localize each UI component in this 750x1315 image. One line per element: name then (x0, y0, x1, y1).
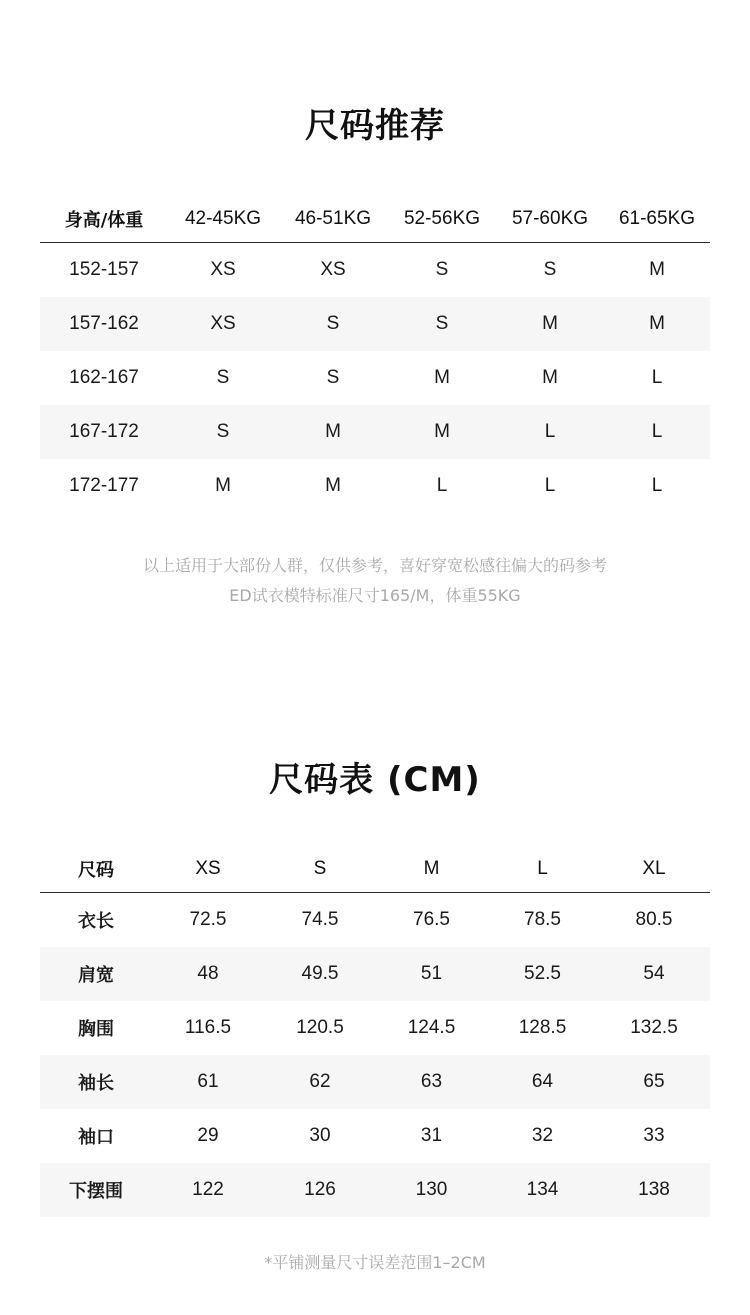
size-chart-title: 尺码表 (CM) (269, 760, 481, 800)
measurement-cell: 80.5 (635, 909, 673, 930)
height-label: 152-157 (69, 259, 139, 280)
size-cell: L (544, 475, 556, 496)
measurement-cell: 52.5 (487, 947, 598, 1001)
measurement-cell: 132.5 (630, 1017, 678, 1038)
column-header: XL (598, 846, 710, 893)
column-header: 52-56KG (388, 196, 496, 243)
measurement-cell: 64 (487, 1055, 598, 1109)
size-cell: XS (210, 259, 236, 280)
size-cell: L (604, 405, 710, 459)
size-cell: S (543, 259, 557, 280)
recommend-note-line1: 以上适用于大部份人群，仅供参考，喜好穿宽松感往偏大的码参考 (142, 556, 607, 575)
measurement-cell: 124.5 (407, 1017, 456, 1038)
measurement-cell: 78.5 (524, 909, 561, 930)
column-header: 42-45KG (168, 196, 278, 243)
size-cell: S (216, 367, 230, 388)
column-header: 57-60KG (496, 196, 604, 243)
measurement-cell: 30 (309, 1125, 331, 1146)
table-header-row (40, 846, 710, 893)
measurement-cell: 48 (152, 947, 264, 1001)
height-weight-header: 身高/体重 (40, 196, 168, 243)
size-cell: S (168, 405, 278, 459)
measurement-label: 袖长 (40, 1055, 152, 1109)
table-row (40, 459, 710, 513)
measurement-cell: 76.5 (413, 909, 450, 930)
column-header: XS (152, 846, 264, 893)
measurement-cell: 62 (264, 1055, 376, 1109)
measurement-cell: 65 (598, 1055, 710, 1109)
table-header-row (40, 196, 710, 243)
measurement-cell: 33 (643, 1125, 665, 1146)
height-label: 162-167 (69, 367, 139, 388)
size-cell: M (604, 297, 710, 351)
measurement-cell: 51 (376, 947, 487, 1001)
measurement-cell: 63 (376, 1055, 487, 1109)
measurement-cell: 54 (598, 947, 710, 1001)
recommend-title: 尺码推荐 (305, 106, 445, 146)
height-label: 157-162 (40, 297, 168, 351)
table-row (40, 1055, 710, 1109)
measurement-cell: 128.5 (518, 1017, 567, 1038)
size-header: 尺码 (40, 846, 152, 893)
height-label: 172-177 (69, 475, 139, 496)
height-label: 167-172 (40, 405, 168, 459)
size-cell: L (496, 405, 604, 459)
size-cell: M (388, 405, 496, 459)
measurement-cell: 120.5 (296, 1017, 344, 1038)
size-cell: M (278, 405, 388, 459)
measurement-cell: 116.5 (184, 1017, 232, 1038)
size-cell: S (388, 297, 496, 351)
size-cell: XS (168, 297, 278, 351)
size-cell: M (434, 367, 450, 388)
size-chart-table (40, 846, 710, 1217)
size-cell: M (215, 475, 231, 496)
measurement-label: 肩宽 (40, 947, 152, 1001)
table-row (40, 405, 710, 459)
size-cell: S (326, 367, 340, 388)
size-cell: M (542, 367, 558, 388)
measurement-cell: 74.5 (301, 909, 339, 930)
table-row (40, 243, 710, 298)
recommend-note-line2: ED试衣模特标准尺寸165/M，体重55KG (229, 586, 521, 605)
size-cell: M (496, 297, 604, 351)
size-cell: L (651, 367, 663, 388)
table-row (40, 351, 710, 405)
table-row (40, 1109, 710, 1163)
table-row (40, 947, 710, 1001)
measurement-label: 胸围 (78, 1019, 114, 1040)
size-cell: L (651, 475, 663, 496)
column-header: 46-51KG (278, 196, 388, 243)
size-cell: S (435, 259, 449, 280)
table-row (40, 297, 710, 351)
measurement-cell: 134 (487, 1163, 598, 1217)
size-cell: M (325, 475, 341, 496)
measurement-cell: 138 (598, 1163, 710, 1217)
size-cell: M (649, 259, 665, 280)
measurement-cell: 49.5 (264, 947, 376, 1001)
column-header: M (376, 846, 487, 893)
table-row (40, 893, 710, 948)
column-header: S (264, 846, 376, 893)
size-cell: XS (320, 259, 346, 280)
column-header: 61-65KG (604, 196, 710, 243)
column-header: L (487, 846, 598, 893)
measurement-cell: 29 (197, 1125, 219, 1146)
measurement-cell: 32 (531, 1125, 554, 1146)
size-cell: S (278, 297, 388, 351)
table-row (40, 1163, 710, 1217)
measurement-label: 下摆围 (40, 1163, 152, 1217)
measurement-cell: 31 (420, 1125, 443, 1146)
measurement-error-note: *平铺测量尺寸误差范围1–2CM (264, 1253, 486, 1272)
table-row (40, 1001, 710, 1055)
size-recommend-table (40, 196, 710, 513)
measurement-cell: 72.5 (189, 909, 227, 930)
measurement-label: 衣长 (78, 911, 114, 932)
size-cell: L (436, 475, 448, 496)
measurement-label: 袖口 (78, 1127, 114, 1148)
measurement-cell: 61 (152, 1055, 264, 1109)
measurement-cell: 122 (152, 1163, 264, 1217)
measurement-cell: 130 (376, 1163, 487, 1217)
measurement-cell: 126 (264, 1163, 376, 1217)
